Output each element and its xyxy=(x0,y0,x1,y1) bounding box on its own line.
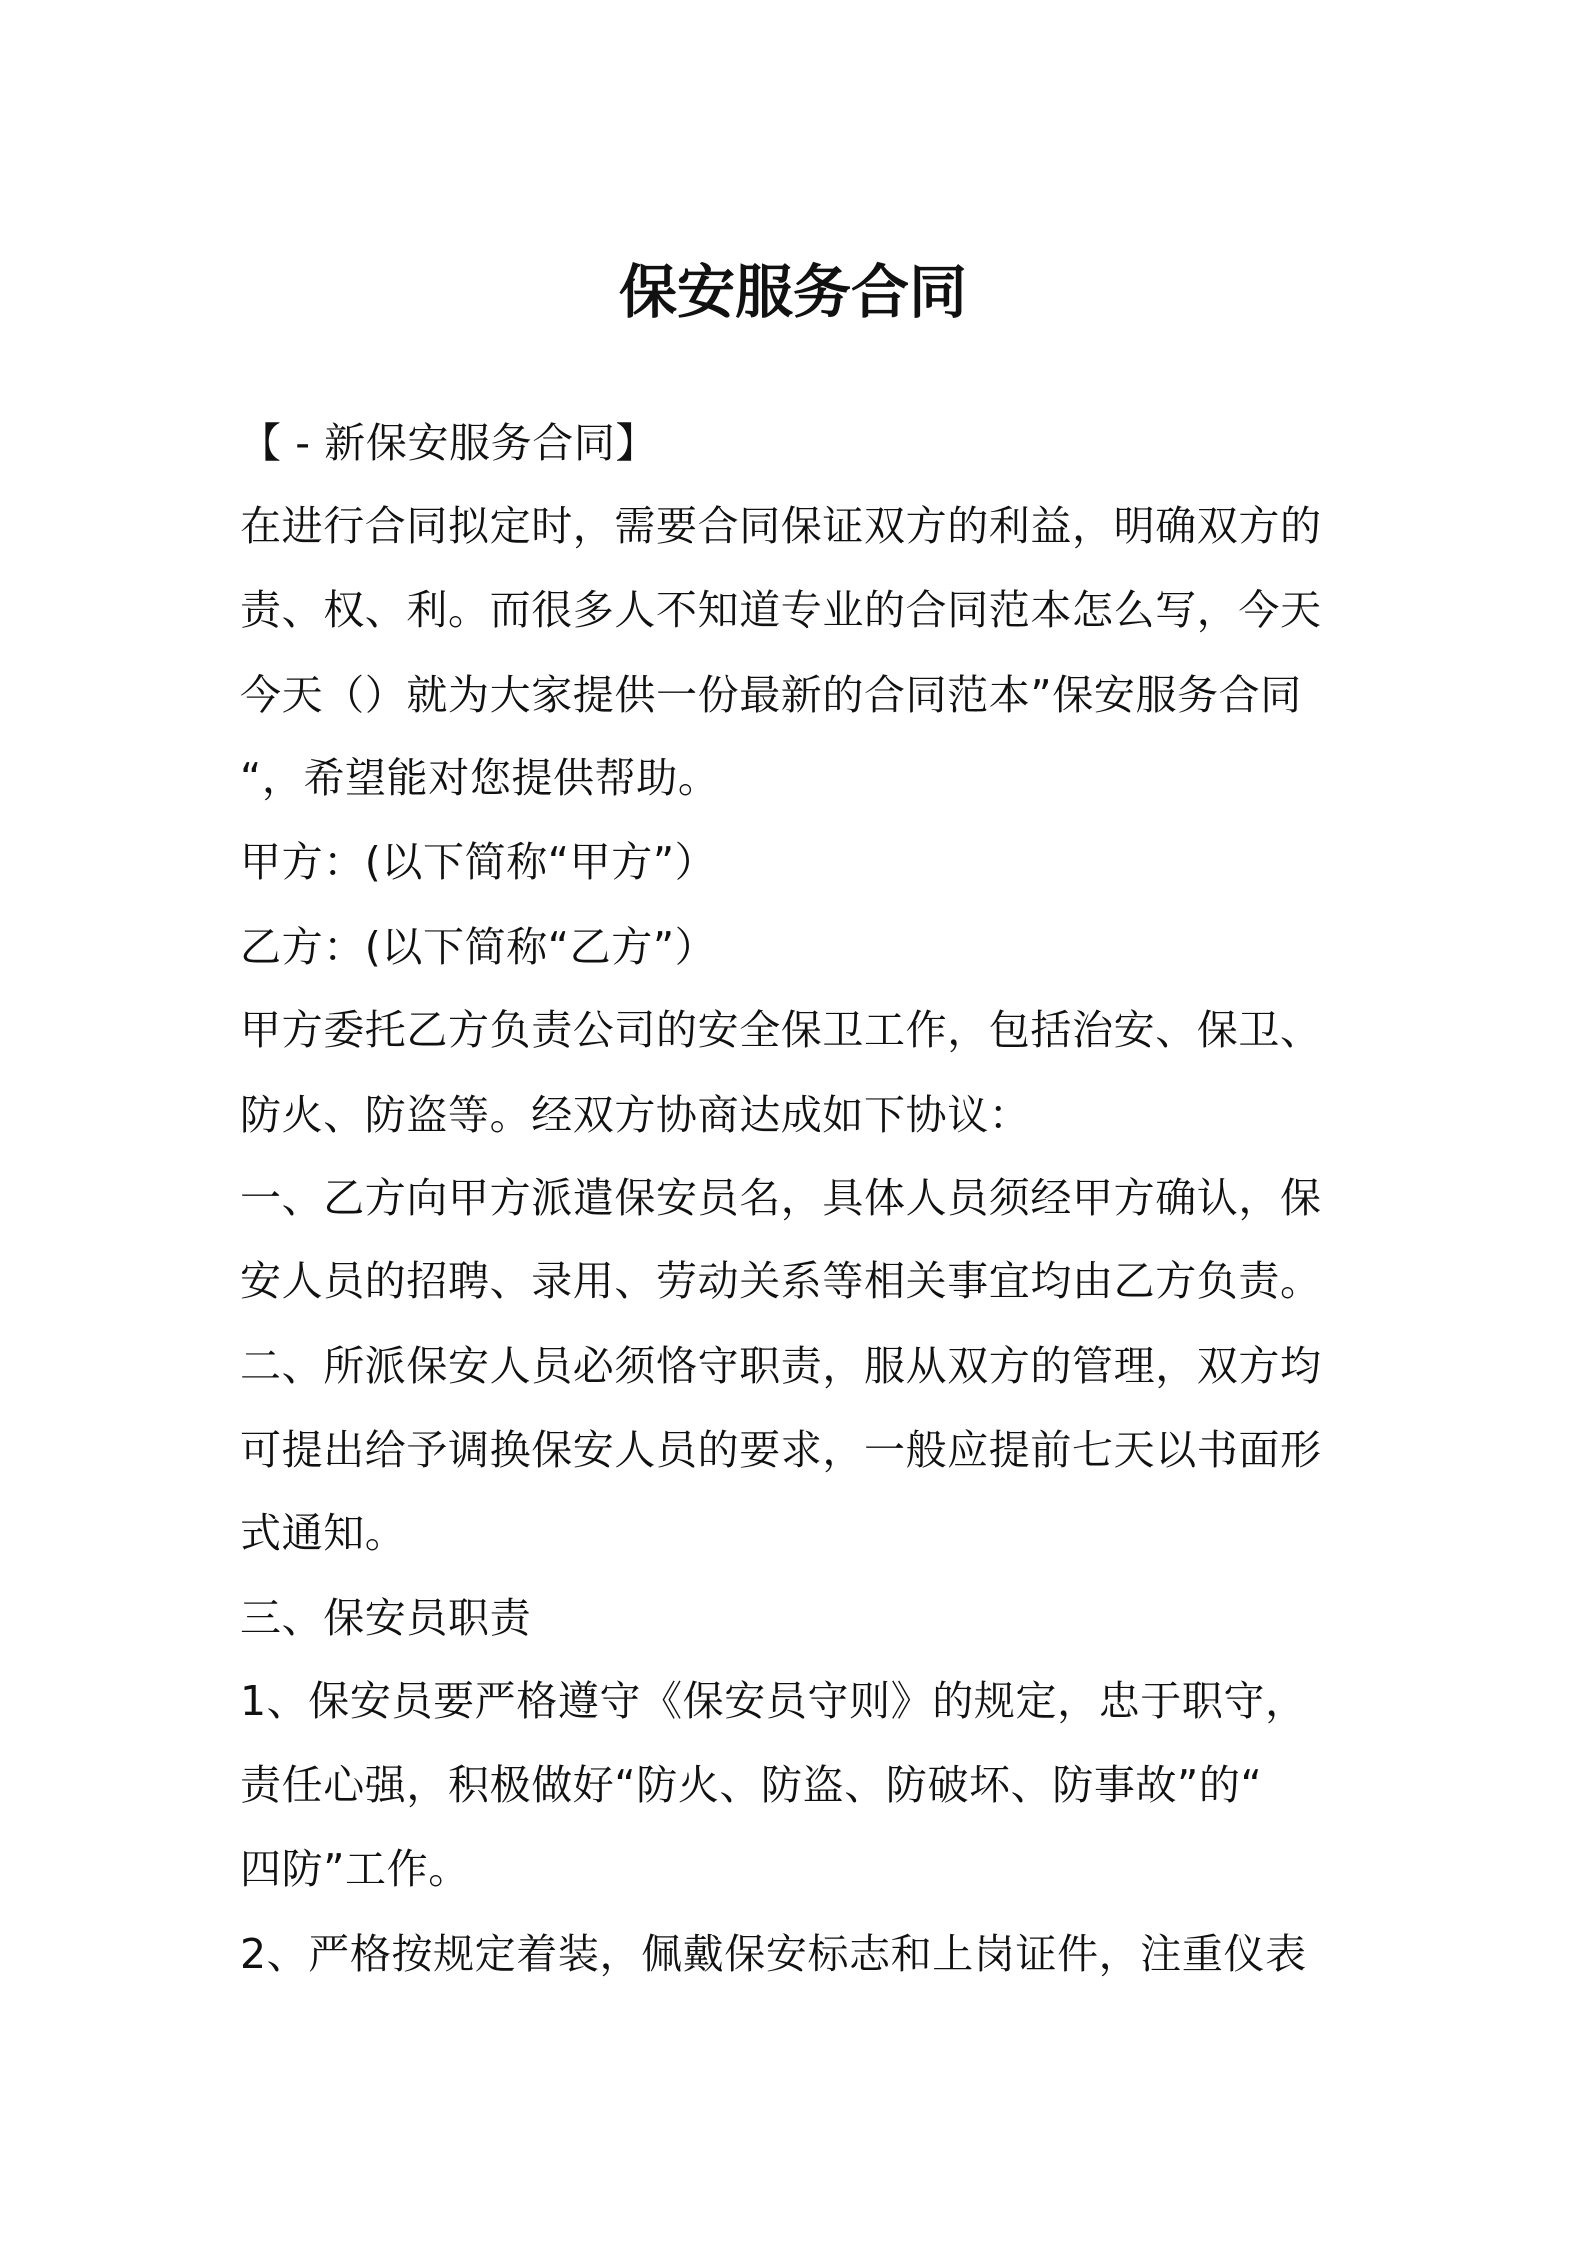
document-title: 保安服务合同 xyxy=(618,258,967,326)
text-line: 甲方：(以下简称“甲方”） xyxy=(240,838,717,886)
text-line: 今天（）就为大家提供一份最新的合同范本”保安服务合同 xyxy=(240,671,1302,719)
text-line: 甲方委托乙方负责公司的安全保卫工作，包括治安、保卫、 xyxy=(240,1006,1322,1054)
text-line: 一、乙方向甲方派遣保安员名，具体人员须经甲方确认，保 xyxy=(240,1174,1322,1222)
text-line: 2、严格按规定着装，佩戴保安标志和上岗证件，注重仪表 xyxy=(240,1930,1307,1978)
text-line: 1、保安员要严格遵守《保安员守则》的规定，忠于职守， xyxy=(240,1677,1307,1725)
text-line: 防火、防盗等。经双方协商达成如下协议： xyxy=(240,1091,1031,1139)
text-line: 责、权、利。而很多人不知道专业的合同范本怎么写，今天 xyxy=(240,586,1322,634)
text-line: 二、所派保安人员必须恪守职责，服从双方的管理，双方均 xyxy=(240,1342,1322,1390)
text-line: 责任心强，积极做好“防火、防盗、防破坏、防事故”的“ xyxy=(240,1761,1263,1809)
text-line: 乙方：(以下简称“乙方”） xyxy=(240,923,717,971)
text-line: “，希望能对您提供帮助。 xyxy=(240,754,720,802)
text-line: 三、保安员职责 xyxy=(240,1594,532,1642)
text-line: 四防”工作。 xyxy=(240,1845,470,1893)
text-line: 【 - 新保安服务合同】 xyxy=(240,419,658,467)
text-line: 安人员的招聘、录用、劳动关系等相关事宜均由乙方负责。 xyxy=(240,1257,1322,1305)
text-line: 式通知。 xyxy=(240,1509,407,1557)
text-line: 在进行合同拟定时，需要合同保证双方的利益，明确双方的 xyxy=(240,502,1322,550)
text-line: 可提出给予调换保安人员的要求，一般应提前七天以书面形 xyxy=(240,1426,1322,1474)
